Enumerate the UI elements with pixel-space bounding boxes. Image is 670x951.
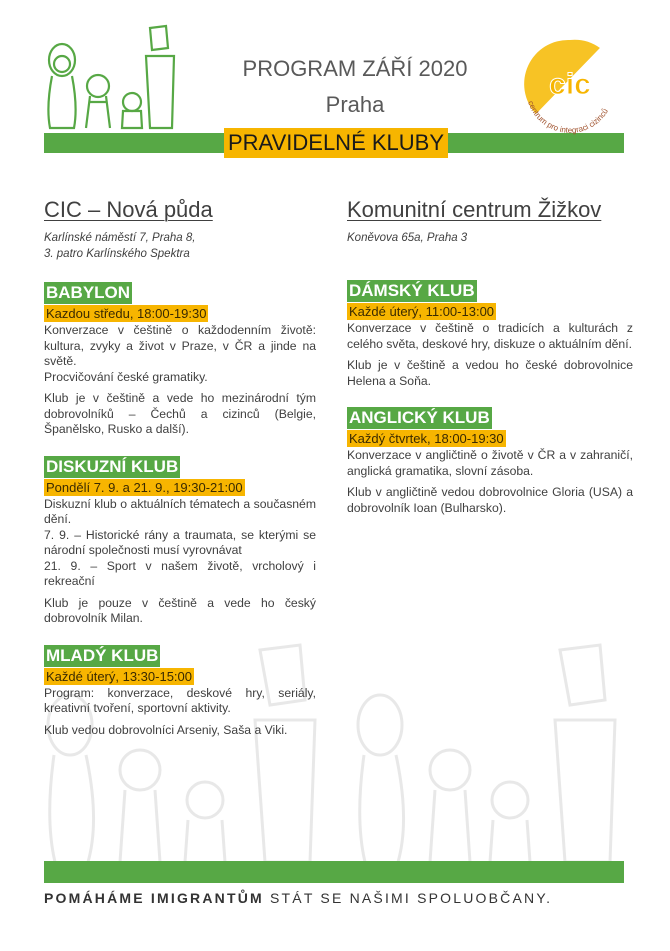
figure-child-icon bbox=[86, 75, 110, 128]
location-address bbox=[44, 230, 316, 262]
club-babylon bbox=[44, 282, 316, 438]
slogan-bold: POMÁHÁME IMIGRANTŮM bbox=[44, 890, 264, 906]
figure-woman-icon bbox=[48, 44, 75, 128]
figure-man-icon bbox=[146, 26, 174, 128]
figure-child-icon bbox=[430, 750, 470, 862]
club-description: Konverzace v češtině o tradicích a kulturách z celého světa, deskové hry, diskuze o aktuálním dění. bbox=[347, 321, 633, 351]
club-mlady bbox=[44, 645, 316, 739]
figure-toddler-icon bbox=[122, 93, 142, 128]
club-description: Diskuzní klub o aktuálních tématech a současném dění. bbox=[44, 496, 316, 526]
club-name: DISKUZNÍ KLUB bbox=[46, 456, 179, 476]
footer-green-bar bbox=[44, 861, 624, 883]
cic-logo bbox=[514, 28, 626, 140]
address-line: Koněvova 65a, Praha 3 bbox=[347, 232, 468, 244]
club-name: ANGLICKÝ KLUB bbox=[349, 408, 490, 427]
club-diskuzni bbox=[44, 456, 316, 627]
club-anglicky bbox=[347, 407, 633, 516]
club-time: Každé úterý, 13:30-15:00 bbox=[46, 668, 192, 684]
figure-man-icon bbox=[555, 645, 615, 862]
club-description: Konverzace v češtině o každodenním životě: kultura, zvyky a život v Praze, v ČR a jinde na světě. bbox=[44, 323, 316, 368]
location-title: Komunitní centrum Žižkov bbox=[347, 197, 602, 222]
logo-text: cic bbox=[549, 68, 591, 101]
page-title: PROGRAM ZÁŘÍ 2020 bbox=[242, 56, 468, 81]
club-damsky bbox=[347, 280, 633, 389]
club-topic: 21. 9. – Sport v našem životě, vrcholový i rekreační bbox=[44, 558, 316, 588]
club-time: Kazdou středu, 18:00-19:30 bbox=[46, 306, 207, 321]
address-line: 3. patro Karlínského Spektra bbox=[44, 248, 190, 260]
figure-toddler-icon bbox=[185, 782, 225, 862]
club-name: MLADÝ KLUB bbox=[46, 645, 159, 665]
club-name: BABYLON bbox=[46, 283, 131, 302]
club-description: Konverzace v angličtině o životě v ČR a v zahraničí, anglická gramatika, slovní zásoba. bbox=[347, 448, 633, 478]
footer-slogan bbox=[44, 890, 624, 906]
location-column-left bbox=[44, 196, 316, 738]
location-address bbox=[347, 230, 633, 246]
slogan-rest: STÁT SE NAŠIMI SPOLUOBČANY. bbox=[263, 890, 553, 906]
figure-toddler-icon bbox=[490, 782, 530, 862]
club-description: Procvičování české gramatiky. bbox=[44, 369, 208, 384]
address-line: Karlínské náměstí 7, Praha 8, bbox=[44, 232, 196, 244]
club-leaders: Klub je v češtině a vedou ho české dobrovolnice Helena a Soňa. bbox=[347, 358, 633, 388]
club-leaders: Klub je v češtině a vede ho mezinárodní tým dobrovolníků – Čechů a cizinců (Belgie, Španělsko, Rusko a další). bbox=[44, 391, 316, 436]
club-topic: 7. 9. – Historické rány a traumata, se kterými se národní společnosti musí vyrovnávat bbox=[44, 527, 316, 557]
club-time: Každý čtvrtek, 18:00-19:30 bbox=[349, 431, 504, 446]
club-leaders: Klub v angličtině vedou dobrovolnice Gloria (USA) a dobrovolník Ioan (Bulharsko). bbox=[347, 485, 633, 515]
location-title: CIC – Nová půda bbox=[44, 197, 213, 222]
club-name: DÁMSKÝ KLUB bbox=[349, 281, 475, 300]
section-banner: PRAVIDELNÉ KLUBY bbox=[224, 128, 448, 158]
club-time: Každé úterý, 11:00-13:00 bbox=[349, 304, 495, 319]
club-time: Pondělí 7. 9. a 21. 9., 19:30-21:00 bbox=[46, 479, 243, 495]
logo-caption: centrum pro integraci cizinců bbox=[526, 99, 610, 135]
figure-woman-icon bbox=[358, 695, 404, 862]
club-leaders: Klub je pouze v češtině a vede ho český dobrovolník Milan. bbox=[44, 595, 316, 625]
page-subtitle-city: Praha bbox=[325, 92, 385, 117]
figure-child-icon bbox=[120, 750, 160, 862]
club-description: Program: konverzace, deskové hry, seriály, kreativní tvoření, sportovní aktivity. bbox=[44, 685, 316, 715]
location-column-right bbox=[347, 196, 633, 516]
header-family-illustration bbox=[40, 22, 180, 134]
club-leaders: Klub vedou dobrovolníci Arseniy, Saša a Viki. bbox=[44, 722, 288, 737]
